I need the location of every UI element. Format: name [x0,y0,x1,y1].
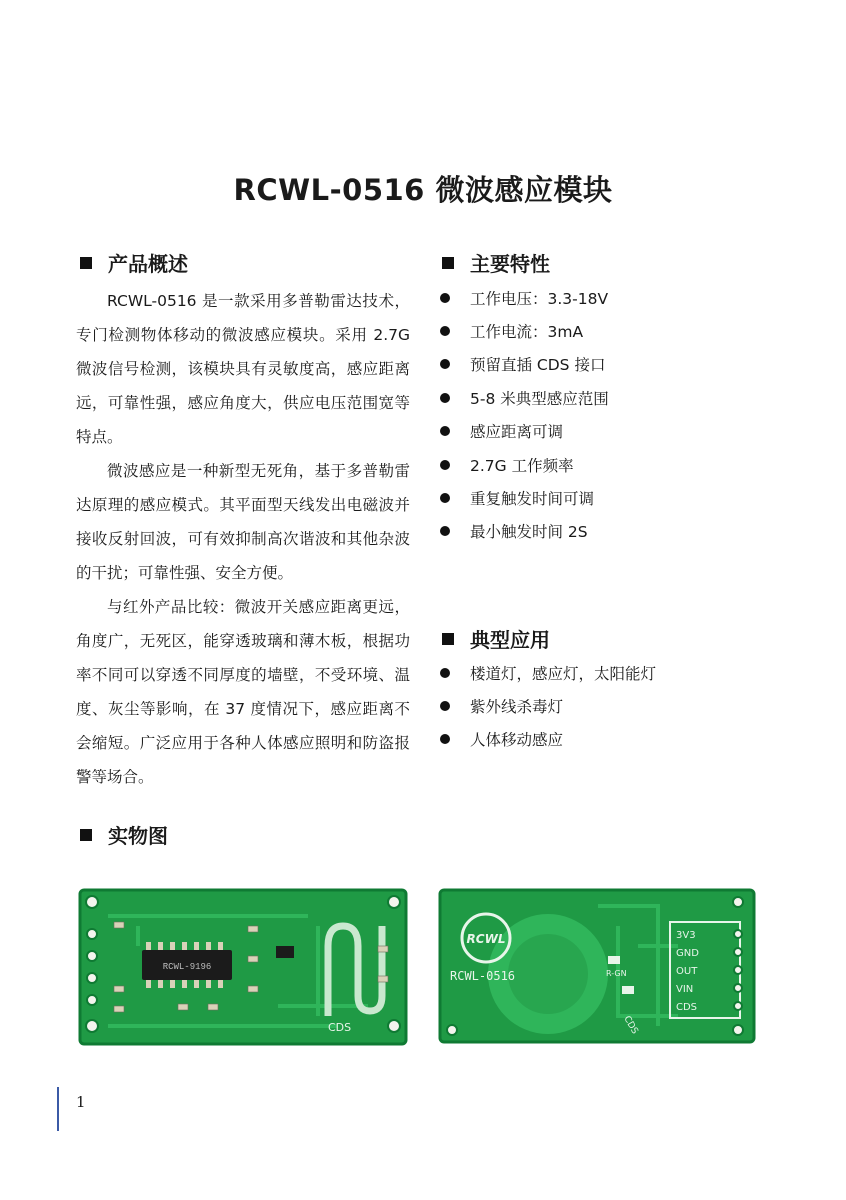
bullet-dot-icon [440,526,450,536]
page-number: 1 [76,1093,86,1111]
bullet-dot-icon [440,359,450,369]
list-item-text: 2.7G 工作频率 [470,456,574,475]
list-item [440,656,656,689]
overview-heading [80,248,188,277]
overview-paragraph: 与红外产品比较：微波开关感应距离更远，角度广，无死区，能穿透玻璃和薄木板，根据功率不同可以穿透不同厚度的墙壁，不受环境、温度、灰尘等影响，在 37 度情况下，感应距离不会缩短。广泛应用于各种人体感应照明和防盗报警等场合。 [76,598,410,786]
bullet-dot-icon [440,393,450,403]
page-title: RCWL-0516 微波感应模块 [233,173,613,207]
list-item-text: 感应距离可调 [470,423,564,442]
list-item-text: 楼道灯，感应灯，太阳能灯 [470,664,657,683]
pcb-front-photo [78,886,408,1046]
features-heading-text: 主要特性 [470,252,550,276]
list-item [440,348,609,381]
bullet-dot-icon [440,701,450,711]
brand-logo-text: RCWL [466,932,506,946]
photos-heading [80,820,168,849]
square-bullet-icon [80,257,92,269]
bullet-dot-icon [440,493,450,503]
pin-label: GND [676,948,699,959]
square-bullet-icon [80,829,92,841]
list-item [440,381,609,414]
bullet-dot-icon [440,734,450,744]
bullet-dot-icon [440,326,450,336]
pin-label: OUT [676,966,698,977]
list-item-text: 5-8 米典型感应范围 [470,389,609,408]
list-item-text: 重复触发时间可调 [470,490,595,509]
bullet-dot-icon [440,426,450,436]
list-item-text: 紫外线杀毒灯 [470,698,564,717]
overview-paragraph: RCWL-0516 是一款采用多普勒雷达技术，专门检测物体移动的微波感应模块。采用 2.7G 微波信号检测，该模块具有灵敏度高，感应距离远，可靠性强，感应角度大，供应电压范围宽等特点。 [76,292,410,446]
pin-label: 3V3 [676,930,696,941]
applications-heading-text: 典型应用 [470,628,550,652]
list-item [440,723,656,756]
bullet-dot-icon [440,293,450,303]
square-bullet-icon [442,633,454,645]
list-item [440,314,609,347]
photos-heading-text: 实物图 [108,824,168,848]
list-item-text: 工作电流：3mA [470,323,584,342]
model-silkscreen: RCWL-0516 [450,969,516,983]
pin-label: CDS [676,1002,698,1013]
bullet-dot-icon [440,668,450,678]
list-item [440,481,609,514]
cds-label: CDS [621,1014,640,1036]
list-item [440,448,609,481]
applications-list [440,656,656,756]
list-item [440,281,609,314]
list-item-text: 工作电压：3.3-18V [470,289,609,308]
features-list [440,281,609,548]
list-item [440,515,609,548]
list-item-text: 预留直插 CDS 接口 [470,356,606,375]
bullet-dot-icon [440,460,450,470]
overview-text [76,284,410,794]
list-item [440,689,656,722]
rgn-label: R-GN [606,969,627,978]
overview-paragraph: 微波感应是一种新型无死角，基于多普勒雷达原理的感应模式。其平面型天线发出电磁波并接收反射回波，可有效抑制高次谐波和其他杂波的干扰；可靠性强、安全方便。 [76,462,410,582]
footer-accent-bar [57,1087,59,1131]
cds-label: CDS [328,1021,352,1034]
list-item-text: 最小触发时间 2S [470,523,588,542]
list-item-text: 人体移动感应 [470,731,564,750]
square-bullet-icon [442,257,454,269]
applications-heading [442,624,550,653]
pcb-back-photo [438,886,756,1046]
features-heading [442,248,550,277]
list-item [440,415,609,448]
overview-heading-text: 产品概述 [108,252,188,276]
chip-marking: RCWL-9196 [162,962,212,972]
pin-label: VIN [676,984,694,995]
